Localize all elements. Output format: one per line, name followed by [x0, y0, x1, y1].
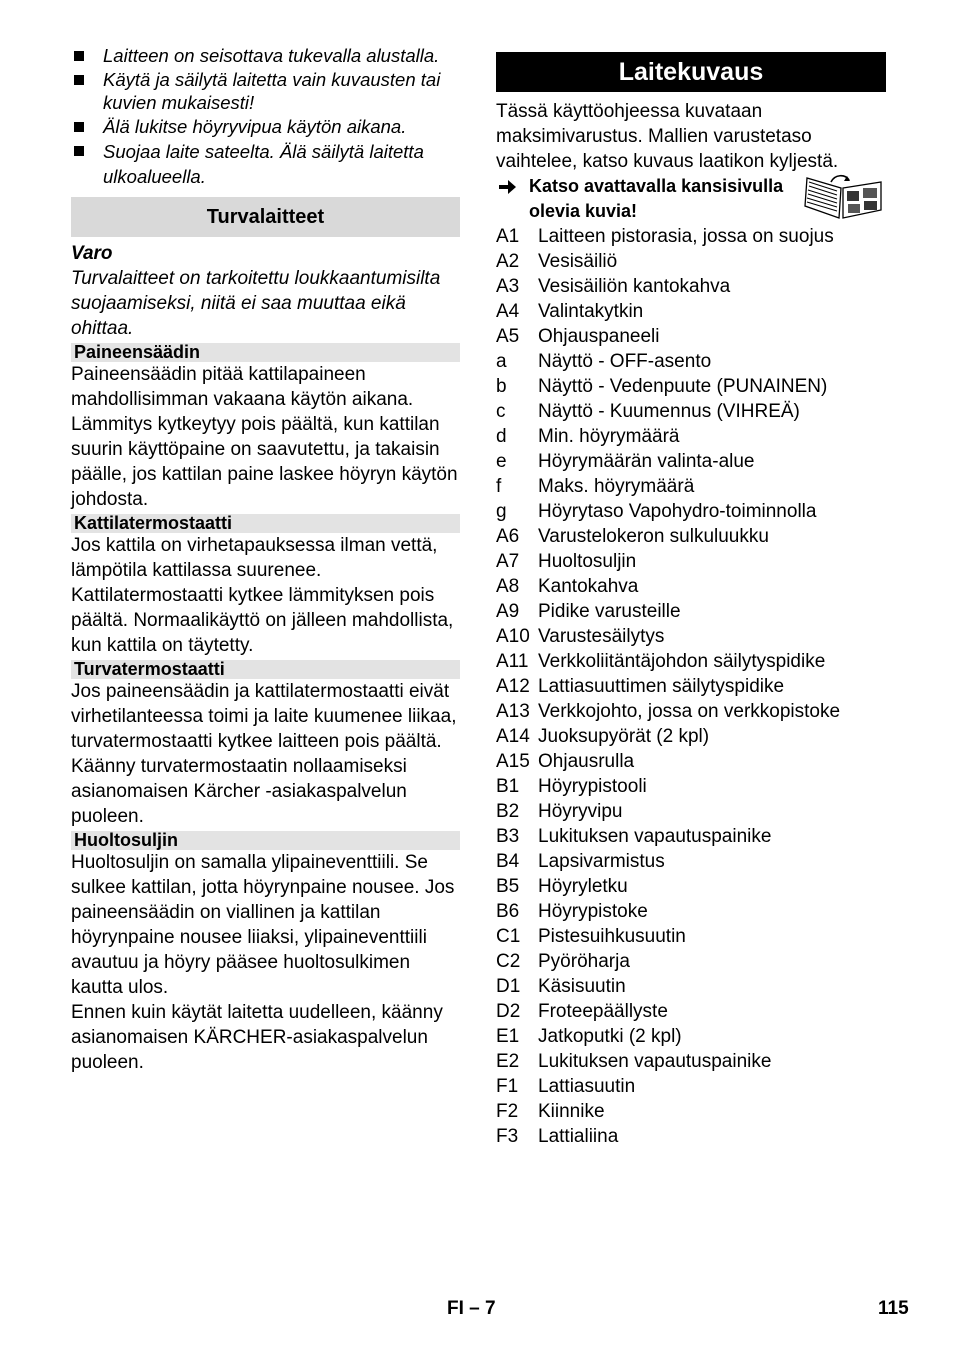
parts-list-item: d Min. höyrymäärä	[496, 426, 680, 447]
parts-list-item: E2 Lukituksen vapautuspainike	[496, 1051, 772, 1072]
parts-list-item: f Maks. höyrymäärä	[496, 476, 695, 497]
subsection-heading: Paineensäädin	[71, 343, 460, 362]
parts-list-item: B2 Höyryvipu	[496, 801, 623, 822]
intro-paragraph: Tässä käyttöohjeessa kuvataan maksimivarustus. Mallien varustetaso vaihtelee, katso kuvaus laatikon kyljestä.	[496, 101, 839, 172]
footer-page-number: 115	[878, 1298, 909, 1319]
subsection-paragraph: Paineensäädin pitää kattilapaineen mahdollisimman vakaana käytön aikana. Lämmitys kytkeytyy pois päältä, kun kattilan suurin käyttöpaine on saavutettu, ja takaisin päälle, jos kattilan paine laskee höyryn käytön johdosta.	[71, 364, 458, 510]
left-column	[71, 44, 460, 1075]
subsection-heading: Huoltosuljin	[71, 831, 460, 850]
parts-list-item: B6 Höyrypistoke	[496, 901, 648, 922]
parts-list-item: A7 Huoltosuljin	[496, 551, 637, 572]
bullet-square-icon	[74, 122, 84, 132]
open-book-icon	[801, 174, 885, 222]
parts-list-item: D1 Käsisuutin	[496, 976, 626, 997]
bullet-square-icon	[74, 51, 84, 61]
subsection-paragraph: Ennen kuin käytät laitetta uudelleen, käänny asianomaisen KÄRCHER-asiakaspalvelun puoleen.	[71, 1002, 443, 1073]
bullet-item: Suojaa laite sateelta. Älä säilytä laitetta ulkoalueella.	[71, 139, 460, 189]
parts-list-item: A12 Lattiasuuttimen säilytyspidike	[496, 676, 785, 697]
subsection-paragraph: Jos kattila on virhetapauksessa ilman vettä, lämpötila kattilassa suurenee. Kattilatermostaatti kytkee lämmityksen pois päältä. Normaalikäyttö on jälleen mahdollista, kun kattila on täytetty.	[71, 535, 454, 656]
parts-list-item: A8 Kantokahva	[496, 576, 639, 597]
subsection-heading: Turvatermostaatti	[71, 660, 460, 679]
right-column	[496, 44, 886, 1149]
parts-list-item: A5 Ohjauspaneeli	[496, 326, 660, 347]
parts-list-item: A6 Varustelokeron sulkuluukku	[496, 526, 769, 547]
parts-list-item: C2 Pyöröharja	[496, 951, 630, 972]
parts-list-item: b Näyttö - Vedenpuute (PUNAINEN)	[496, 376, 828, 397]
section-heading-turvalaitteet: Turvalaitteet	[71, 197, 460, 237]
parts-list-item: A3 Vesisäiliön kantokahva	[496, 276, 731, 297]
parts-list-item: B4 Lapsivarmistus	[496, 851, 665, 872]
see-figures-note: Katso avattavalla kansisivulla olevia kuvia!	[496, 174, 886, 224]
parts-list-item: A14 Juoksupyörät (2 kpl)	[496, 726, 710, 747]
bullet-square-icon	[74, 75, 84, 85]
bullet-item: Käytä ja säilytä laitetta vain kuvausten tai kuvien mukaisesti!	[71, 68, 460, 114]
bullet-item: Älä lukitse höyryvipua käytön aikana.	[71, 115, 460, 138]
parts-list-item: B5 Höyryletku	[496, 876, 628, 897]
parts-list-item: A4 Valintakytkin	[496, 301, 644, 322]
safety-bullet-list	[71, 44, 460, 189]
parts-list-item: e Höyrymäärän valinta-alue	[496, 451, 755, 472]
parts-list-item: A15 Ohjausrulla	[496, 751, 635, 772]
parts-list-item: F2 Kiinnike	[496, 1101, 605, 1122]
parts-list-item: g Höyrytaso Vapohydro-toiminnolla	[496, 501, 817, 522]
parts-list-item: c Näyttö - Kuumennus (VIHREÄ)	[496, 401, 800, 422]
parts-list-item: F1 Lattiasuutin	[496, 1076, 636, 1097]
parts-list-item: A2 Vesisäiliö	[496, 251, 618, 272]
arrow-right-icon	[496, 176, 518, 198]
parts-list-item: A1 Laitteen pistorasia, jossa on suojus	[496, 226, 834, 247]
parts-list-item: C1 Pistesuihkusuutin	[496, 926, 686, 947]
parts-list-item: A11 Verkkoliitäntäjohdon säilytyspidike	[496, 651, 826, 672]
parts-list-item: B3 Lukituksen vapautuspainike	[496, 826, 772, 847]
parts-list-item: a Näyttö - OFF-asento	[496, 351, 712, 372]
parts-list-item: E1 Jatkoputki (2 kpl)	[496, 1026, 682, 1047]
subsection-paragraph: Huoltosuljin on samalla ylipaineventtiili. Se sulkee kattilan, jotta höyrynpaine nousee. Jos paineensäädin on viallinen ja kattilan höyrynpaine nousee liiaksi, ylipaineventtiili avautuu ja höyry pääsee huoltosulkimen kautta ulos.	[71, 852, 455, 998]
warning-text: Turvalaitteet on tarkoitettu loukkaantumisilta suojaamiseksi, niitä ei saa muuttaa eikä ohittaa.	[71, 268, 441, 339]
parts-list-item: A13 Verkkojohto, jossa on verkkopistoke	[496, 701, 841, 722]
bullet-item: Laitteen on seisottava tukevalla alustalla.	[71, 44, 460, 67]
section-heading-laitekuvaus: Laitekuvaus	[496, 52, 886, 92]
warning-title: Varo	[71, 243, 113, 264]
parts-list	[496, 224, 886, 1149]
subsection-heading: Kattilatermostaatti	[71, 514, 460, 533]
subsection-paragraph: Jos paineensäädin ja kattilatermostaatti eivät virhetilanteessa toimi ja laite kuumenee liikaa, turvatermostaatti kytkee laitteen pois päältä. Käänny turvatermostaatin nollaamiseksi asianomaisen Kärcher -asiakaspalvelun puoleen.	[71, 681, 457, 827]
parts-list-item: A10 Varustesäilytys	[496, 626, 665, 647]
bullet-square-icon	[74, 146, 84, 156]
parts-list-item: D2 Froteepäällyste	[496, 1001, 668, 1022]
parts-list-item: B1 Höyrypistooli	[496, 776, 647, 797]
footer-language-page: FI – 7	[447, 1298, 496, 1319]
parts-list-item: F3 Lattialiina	[496, 1126, 619, 1147]
parts-list-item: A9 Pidike varusteille	[496, 601, 681, 622]
